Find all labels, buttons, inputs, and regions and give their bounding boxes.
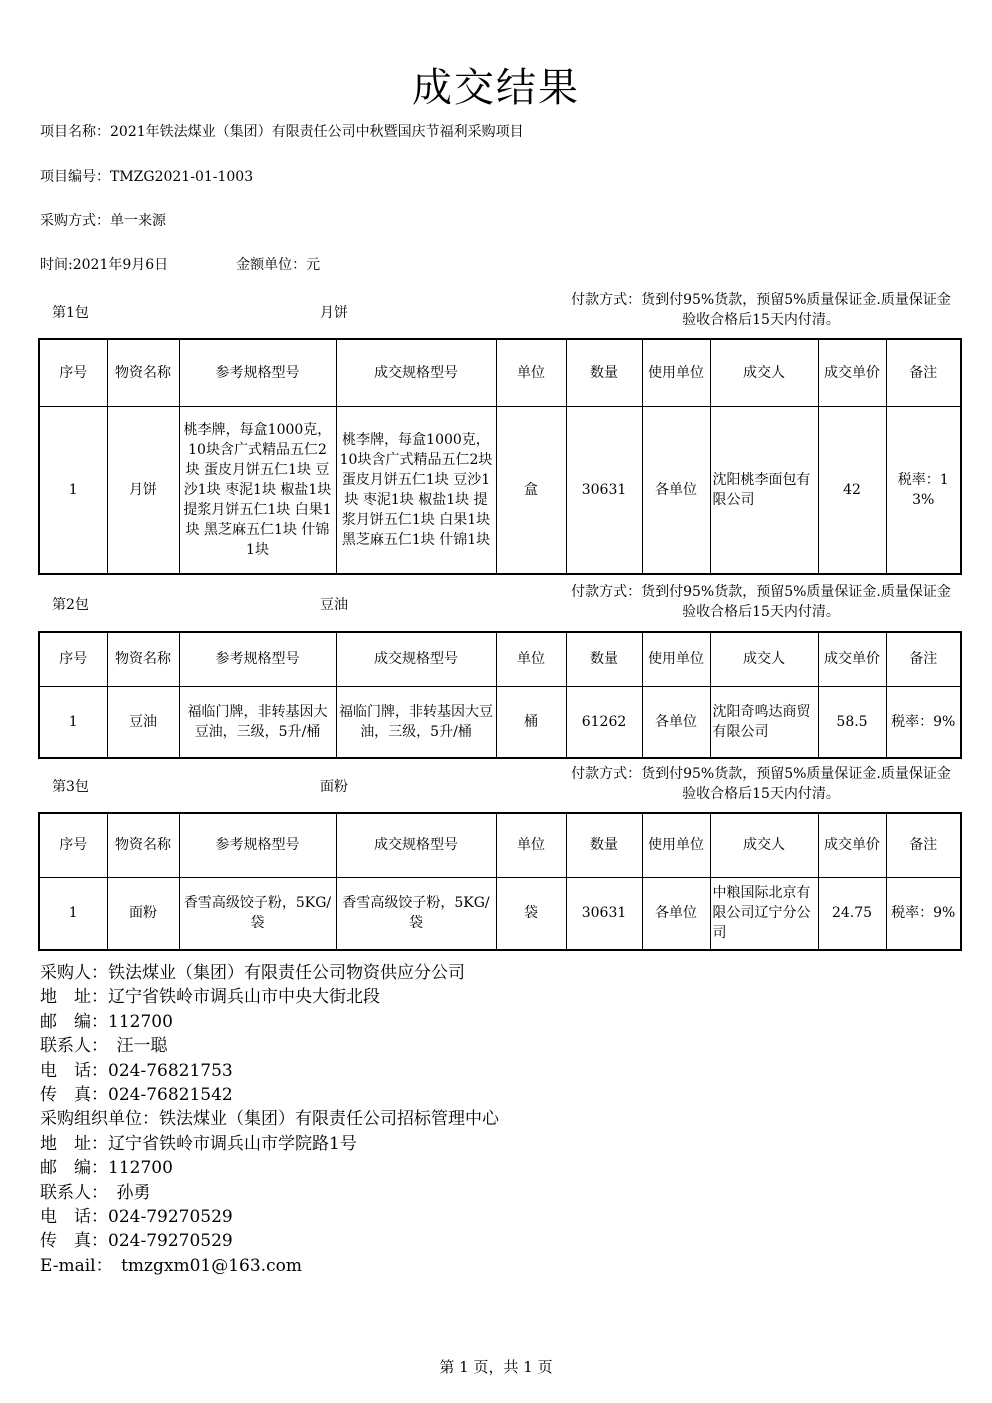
- cell-user: 各单位: [642, 406, 710, 574]
- header-ref-spec: 参考规格型号: [179, 632, 336, 686]
- cell-item: 月饼: [107, 406, 179, 574]
- header-price: 成交单价: [818, 632, 886, 686]
- agent-contact-person: 联系人： 孙勇: [40, 1182, 151, 1203]
- buyer-postcode: 邮 编：112700: [40, 1011, 173, 1032]
- procurement-method: 采购方式：单一来源: [40, 213, 166, 229]
- header-unit: 单位: [496, 339, 566, 406]
- header-item: 物资名称: [107, 339, 179, 406]
- header-deal-spec: 成交规格型号: [336, 632, 496, 686]
- buyer-contact-person: 联系人： 汪一聪: [40, 1036, 168, 1057]
- package-name: 面粉: [320, 779, 348, 795]
- cell-user: 各单位: [642, 686, 710, 758]
- cell-unit: 袋: [496, 877, 566, 950]
- table-row: [39, 406, 961, 574]
- table-row: [39, 877, 961, 950]
- buyer-line: 采购人：铁法煤业（集团）有限责任公司物资供应分公司: [40, 963, 465, 983]
- header-remark: 备注: [886, 632, 961, 686]
- package-1-header: [40, 290, 960, 326]
- header-price: 成交单价: [818, 339, 886, 406]
- payment-terms: 付款方式：货到付95%货款，预留5%质量保证金.质量保证金验收合格后15天内付清。: [571, 292, 951, 328]
- cell-remark: 税率：9%: [886, 877, 961, 950]
- header-unit: 单位: [496, 813, 566, 877]
- cell-qty: 61262: [566, 686, 642, 758]
- package-number: 第1包: [52, 305, 89, 321]
- cell-qty: 30631: [566, 406, 642, 574]
- cell-seq: 1: [39, 877, 107, 950]
- cell-ref-spec: 桃李牌，每盒1000克，10块含广式精品五仁2块 蛋皮月饼五仁1块 豆沙1块 枣泥1块 椒盐1块 提浆月饼五仁1块 白果1块 黑芝麻五仁1块 什锦1块: [179, 406, 336, 574]
- header-ref-spec: 参考规格型号: [179, 813, 336, 877]
- payment-terms: 付款方式：货到付95%货款，预留5%质量保证金.质量保证金验收合格后15天内付清。: [571, 584, 951, 620]
- header-user: 使用单位: [642, 813, 710, 877]
- date-text: 时间:2021年9月6日: [40, 257, 169, 273]
- cell-winner: 沈阳奇鸣达商贸有限公司: [710, 686, 818, 758]
- agent-address: 地 址：辽宁省铁岭市调兵山市学院路1号: [40, 1133, 357, 1154]
- buyer-fax: 传 真：024-76821542: [40, 1085, 233, 1106]
- header-deal-spec: 成交规格型号: [336, 813, 496, 877]
- cell-unit: 桶: [496, 686, 566, 758]
- cell-remark: 税率：9%: [886, 686, 961, 758]
- header-unit: 单位: [496, 632, 566, 686]
- header-remark: 备注: [886, 813, 961, 877]
- agent-postcode: 邮 编：112700: [40, 1158, 173, 1179]
- cell-seq: 1: [39, 406, 107, 574]
- package-number: 第3包: [52, 779, 89, 795]
- package-2-header: [40, 582, 960, 618]
- agent-line: 采购组织单位：铁法煤业（集团）有限责任公司招标管理中心: [40, 1109, 499, 1130]
- package-name: 豆油: [320, 597, 348, 613]
- payment-terms: 付款方式：货到付95%货款，预留5%质量保证金.质量保证金验收合格后15天内付清。: [571, 766, 951, 802]
- cell-price: 58.5: [818, 686, 886, 758]
- table-header-row: [39, 632, 961, 686]
- header-winner: 成交人: [710, 339, 818, 406]
- header-item: 物资名称: [107, 813, 179, 877]
- table-row: [39, 686, 961, 758]
- cell-price: 24.75: [818, 877, 886, 950]
- cell-user: 各单位: [642, 877, 710, 950]
- cell-qty: 30631: [566, 877, 642, 950]
- header-deal-spec: 成交规格型号: [336, 339, 496, 406]
- table-header-row: [39, 813, 961, 877]
- header-remark: 备注: [886, 339, 961, 406]
- header-qty: 数量: [566, 632, 642, 686]
- header-ref-spec: 参考规格型号: [179, 339, 336, 406]
- header-seq: 序号: [39, 339, 107, 406]
- project-name: 项目名称：2021年铁法煤业（集团）有限责任公司中秋暨国庆节福利采购项目: [40, 124, 524, 140]
- currency-unit: 金额单位：元: [236, 257, 321, 273]
- package-name: 月饼: [320, 305, 348, 321]
- agent-phone: 电 话：024-79270529: [40, 1207, 233, 1228]
- cell-winner: 沈阳桃李面包有限公司: [710, 406, 818, 574]
- buyer-phone: 电 话：024-76821753: [40, 1060, 233, 1081]
- page-footer: 第 1 页，共 1 页: [439, 1358, 553, 1376]
- cell-deal-spec: 香雪高级饺子粉，5KG/袋: [336, 877, 496, 950]
- document-title: 成交结果: [412, 65, 580, 111]
- header-winner: 成交人: [710, 813, 818, 877]
- cell-item: 面粉: [107, 877, 179, 950]
- cell-deal-spec: 桃李牌，每盒1000克，10块含广式精品五仁2块 蛋皮月饼五仁1块 豆沙1块 枣泥1块 椒盐1块 提浆月饼五仁1块 白果1块 黑芝麻五仁1块 什锦1块: [336, 406, 496, 574]
- cell-price: 42: [818, 406, 886, 574]
- header-qty: 数量: [566, 339, 642, 406]
- cell-deal-spec: 福临门牌，非转基因大豆油，三级，5升/桶: [336, 686, 496, 758]
- table-header-row: [39, 339, 961, 406]
- buyer-address: 地 址：辽宁省铁岭市调兵山市中央大街北段: [40, 987, 380, 1008]
- header-seq: 序号: [39, 632, 107, 686]
- cell-winner: 中粮国际北京有限公司辽宁分公司: [710, 877, 818, 950]
- package-2-table: [38, 631, 962, 759]
- header-user: 使用单位: [642, 632, 710, 686]
- email-line: E-mail： tmzgxm01@163.com: [40, 1255, 302, 1276]
- header-price: 成交单价: [818, 813, 886, 877]
- header-item: 物资名称: [107, 632, 179, 686]
- cell-unit: 盒: [496, 406, 566, 574]
- cell-seq: 1: [39, 686, 107, 758]
- cell-item: 豆油: [107, 686, 179, 758]
- package-3-header: [40, 764, 960, 800]
- time-and-unit-line: [40, 254, 320, 274]
- header-seq: 序号: [39, 813, 107, 877]
- cell-ref-spec: 香雪高级饺子粉，5KG/袋: [179, 877, 336, 950]
- package-1-table: [38, 338, 962, 575]
- package-number: 第2包: [52, 597, 89, 613]
- contact-block: [40, 961, 499, 1278]
- cell-remark: 税率：13%: [886, 406, 961, 574]
- header-user: 使用单位: [642, 339, 710, 406]
- cell-ref-spec: 福临门牌，非转基因大豆油，三级，5升/桶: [179, 686, 336, 758]
- project-number: 项目编号：TMZG2021-01-1003: [40, 169, 254, 185]
- header-winner: 成交人: [710, 632, 818, 686]
- agent-fax: 传 真：024-79270529: [40, 1231, 233, 1252]
- header-qty: 数量: [566, 813, 642, 877]
- package-3-table: [38, 812, 962, 951]
